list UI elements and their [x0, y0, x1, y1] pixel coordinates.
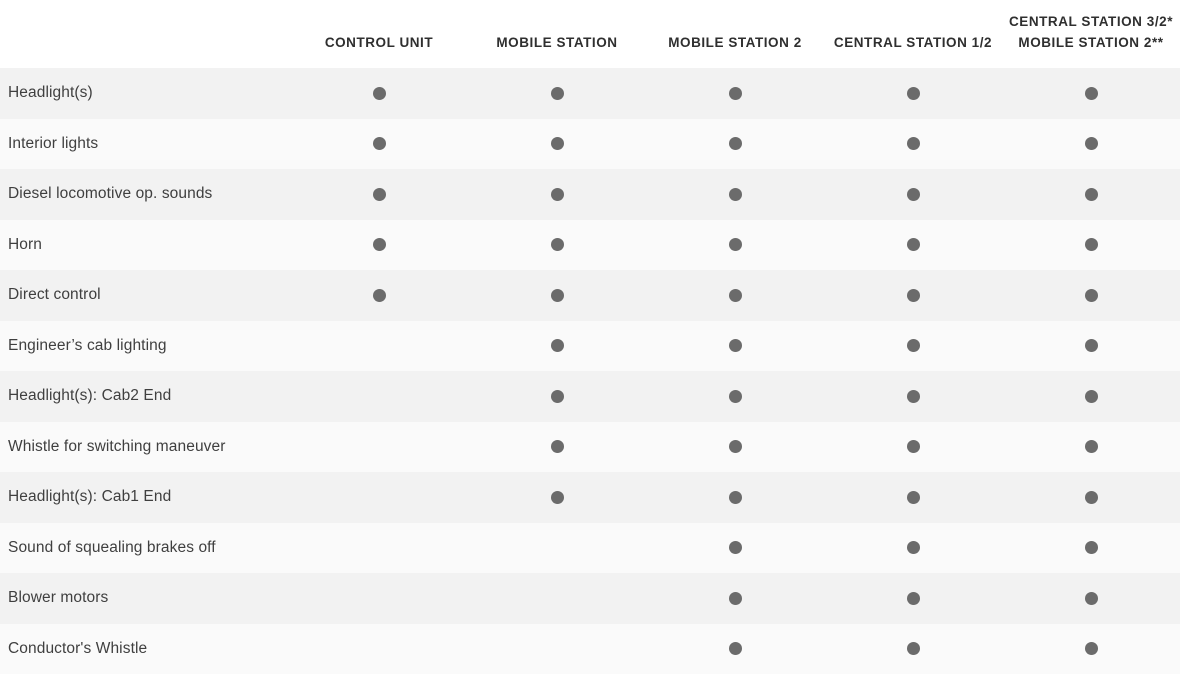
supported-dot-icon: [551, 87, 564, 100]
supported-dot-icon: [551, 238, 564, 251]
support-cell: [1002, 422, 1180, 473]
support-cell: [290, 624, 468, 675]
supported-dot-icon: [729, 390, 742, 403]
support-cell: [646, 270, 824, 321]
support-cell: [824, 119, 1002, 170]
supported-dot-icon: [729, 440, 742, 453]
support-cell: [1002, 68, 1180, 119]
supported-dot-icon: [907, 87, 920, 100]
supported-dot-icon: [1085, 592, 1098, 605]
supported-dot-icon: [1085, 238, 1098, 251]
feature-label: Horn: [0, 220, 290, 271]
support-cell: [824, 472, 1002, 523]
support-cell: [290, 220, 468, 271]
support-cell: [468, 169, 646, 220]
feature-label: Headlight(s): Cab1 End: [0, 472, 290, 523]
support-cell: [468, 270, 646, 321]
support-cell: [646, 169, 824, 220]
supported-dot-icon: [1085, 339, 1098, 352]
support-cell: [290, 321, 468, 372]
support-cell: [1002, 371, 1180, 422]
feature-label: Whistle for switching maneuver: [0, 422, 290, 473]
column-header-control-unit: [290, 0, 468, 68]
column-header-control-unit-label: CONTROL UNIT: [324, 35, 434, 51]
column-header-mobile-station-label: MOBILE STATION: [496, 35, 618, 51]
support-cell: [646, 624, 824, 675]
feature-label: Conductor's Whistle: [0, 624, 290, 675]
supported-dot-icon: [373, 87, 386, 100]
support-cell: [824, 573, 1002, 624]
support-cell: [824, 270, 1002, 321]
supported-dot-icon: [729, 491, 742, 504]
column-header-mobile-station: [468, 0, 646, 68]
support-cell: [1002, 321, 1180, 372]
support-cell: [290, 422, 468, 473]
supported-dot-icon: [551, 491, 564, 504]
table-row: [0, 523, 1180, 574]
support-cell: [468, 321, 646, 372]
feature-label: Headlight(s): Cab2 End: [0, 371, 290, 422]
table-row: [0, 371, 1180, 422]
column-header-central-station-1-2-label: CENTRAL STATION 1/2: [833, 35, 993, 51]
support-cell: [1002, 270, 1180, 321]
supported-dot-icon: [729, 592, 742, 605]
supported-dot-icon: [551, 390, 564, 403]
feature-label: Sound of squealing brakes off: [0, 523, 290, 574]
support-cell: [290, 119, 468, 170]
table-row: [0, 169, 1180, 220]
supported-dot-icon: [729, 87, 742, 100]
column-header-mobile-station-2-label: MOBILE STATION 2: [668, 35, 802, 51]
support-cell: [646, 371, 824, 422]
supported-dot-icon: [1085, 87, 1098, 100]
supported-dot-icon: [907, 289, 920, 302]
supported-dot-icon: [729, 137, 742, 150]
support-cell: [646, 119, 824, 170]
supported-dot-icon: [1085, 137, 1098, 150]
supported-dot-icon: [907, 238, 920, 251]
supported-dot-icon: [1085, 642, 1098, 655]
supported-dot-icon: [907, 541, 920, 554]
support-cell: [290, 270, 468, 321]
support-cell: [1002, 220, 1180, 271]
support-cell: [468, 624, 646, 675]
support-cell: [824, 624, 1002, 675]
column-header-central-station-3-2: [1002, 0, 1180, 68]
feature-label: Blower motors: [0, 573, 290, 624]
supported-dot-icon: [907, 440, 920, 453]
supported-dot-icon: [907, 137, 920, 150]
support-cell: [468, 523, 646, 574]
supported-dot-icon: [373, 137, 386, 150]
table-row: [0, 68, 1180, 119]
column-header-central-station-3-2-line1: CENTRAL STATION 3/2*: [1008, 14, 1173, 30]
supported-dot-icon: [551, 440, 564, 453]
table-row: [0, 321, 1180, 372]
supported-dot-icon: [1085, 440, 1098, 453]
support-cell: [646, 422, 824, 473]
support-cell: [468, 472, 646, 523]
support-cell: [1002, 119, 1180, 170]
support-cell: [1002, 523, 1180, 574]
table-row: [0, 119, 1180, 170]
support-cell: [290, 371, 468, 422]
supported-dot-icon: [907, 188, 920, 201]
header-row: [0, 0, 1180, 68]
support-cell: [1002, 573, 1180, 624]
supported-dot-icon: [907, 339, 920, 352]
supported-dot-icon: [729, 642, 742, 655]
supported-dot-icon: [1085, 188, 1098, 201]
supported-dot-icon: [907, 390, 920, 403]
table-body: [0, 68, 1180, 674]
supported-dot-icon: [729, 339, 742, 352]
feature-label: Direct control: [0, 270, 290, 321]
support-cell: [824, 523, 1002, 574]
supported-dot-icon: [907, 491, 920, 504]
feature-label: Diesel locomotive op. sounds: [0, 169, 290, 220]
support-cell: [824, 68, 1002, 119]
support-cell: [824, 422, 1002, 473]
supported-dot-icon: [1085, 390, 1098, 403]
table-row: [0, 422, 1180, 473]
table-header: [0, 0, 1180, 68]
support-cell: [468, 573, 646, 624]
supported-dot-icon: [907, 642, 920, 655]
table-row: [0, 472, 1180, 523]
support-cell: [290, 169, 468, 220]
supported-dot-icon: [1085, 289, 1098, 302]
support-cell: [468, 371, 646, 422]
table-row: [0, 220, 1180, 271]
table-row: [0, 624, 1180, 675]
feature-label: Engineer’s cab lighting: [0, 321, 290, 372]
supported-dot-icon: [551, 339, 564, 352]
column-header-mobile-station-2: [646, 0, 824, 68]
supported-dot-icon: [729, 238, 742, 251]
supported-dot-icon: [729, 188, 742, 201]
support-cell: [824, 321, 1002, 372]
support-cell: [290, 68, 468, 119]
support-cell: [646, 321, 824, 372]
support-cell: [290, 523, 468, 574]
support-cell: [646, 68, 824, 119]
supported-dot-icon: [551, 188, 564, 201]
supported-dot-icon: [373, 238, 386, 251]
supported-dot-icon: [551, 137, 564, 150]
table-row: [0, 573, 1180, 624]
supported-dot-icon: [1085, 491, 1098, 504]
column-header-central-station-1-2: [824, 0, 1002, 68]
support-cell: [646, 573, 824, 624]
support-cell: [1002, 624, 1180, 675]
feature-label: Interior lights: [0, 119, 290, 170]
support-cell: [290, 573, 468, 624]
column-header-central-station-3-2-line2: MOBILE STATION 2**: [1018, 35, 1164, 51]
supported-dot-icon: [373, 188, 386, 201]
support-cell: [1002, 472, 1180, 523]
supported-dot-icon: [551, 289, 564, 302]
support-cell: [290, 472, 468, 523]
supported-dot-icon: [373, 289, 386, 302]
supported-dot-icon: [1085, 541, 1098, 554]
support-cell: [468, 68, 646, 119]
support-cell: [824, 220, 1002, 271]
feature-label: Headlight(s): [0, 68, 290, 119]
supported-dot-icon: [729, 289, 742, 302]
support-cell: [646, 523, 824, 574]
supported-dot-icon: [907, 592, 920, 605]
support-cell: [1002, 169, 1180, 220]
support-cell: [824, 371, 1002, 422]
support-cell: [468, 422, 646, 473]
table-row: [0, 270, 1180, 321]
support-cell: [824, 169, 1002, 220]
support-cell: [646, 220, 824, 271]
column-header-feature: [0, 0, 290, 68]
support-cell: [646, 472, 824, 523]
support-cell: [468, 119, 646, 170]
supported-dot-icon: [729, 541, 742, 554]
support-cell: [468, 220, 646, 271]
